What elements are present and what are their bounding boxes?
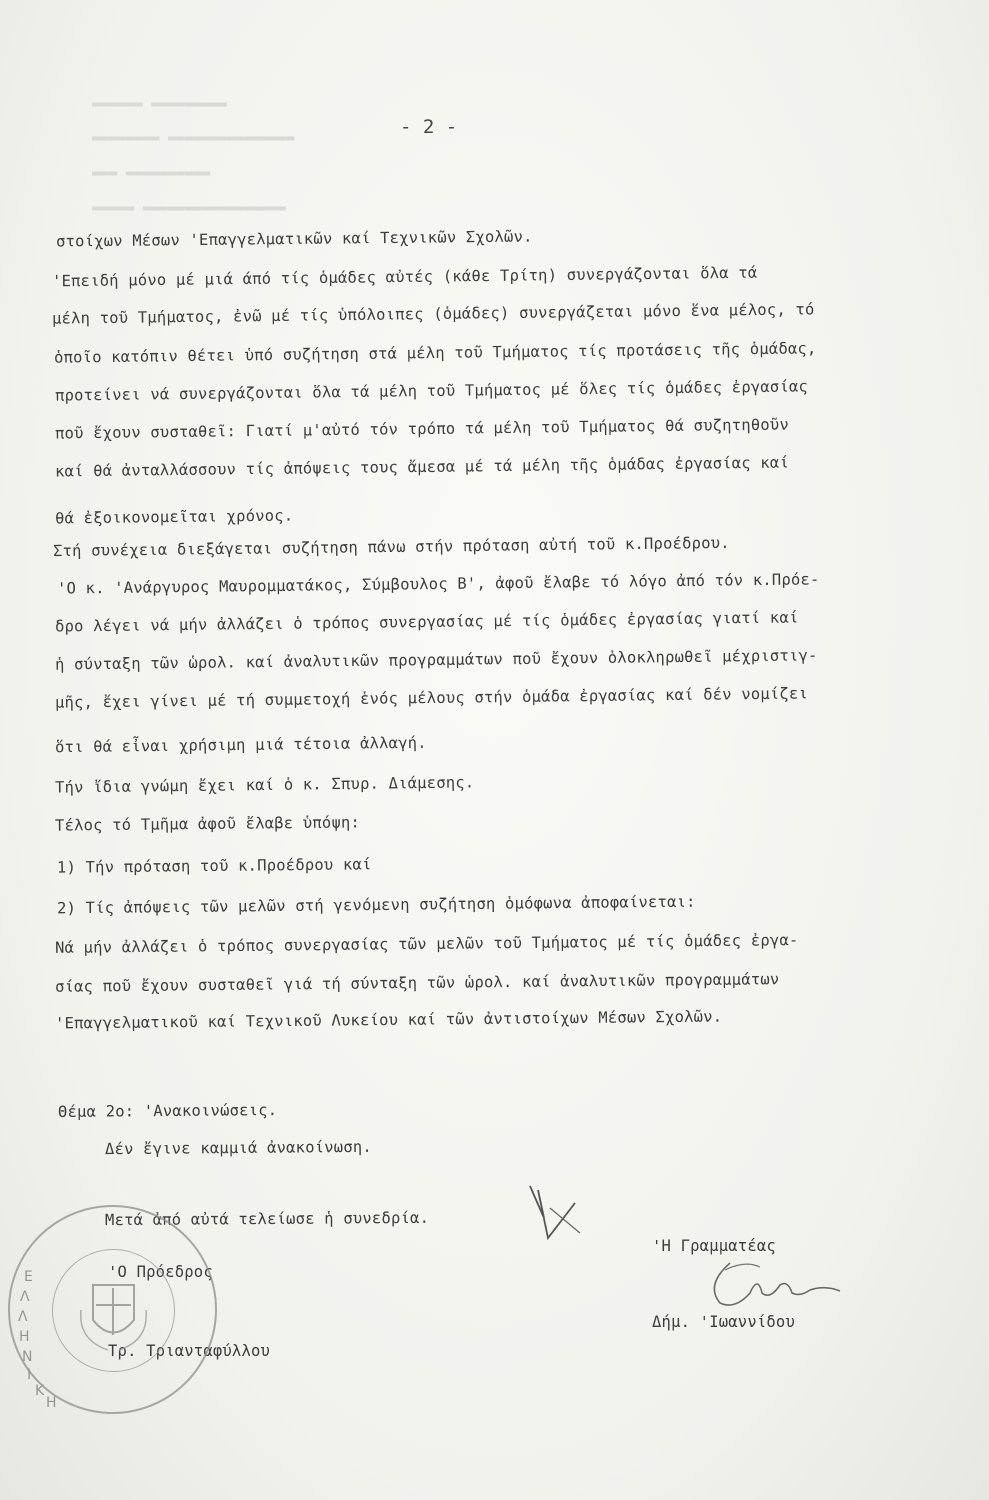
page-number: - 2 -	[400, 116, 458, 138]
body-line: προτείνει νά συνεργάζονται ὅλα τά μέλη τοῦ Τμήματος μέ ὅλες τίς ὁμάδες ἐργασίας	[54, 377, 809, 405]
secretary-signature-icon	[700, 1255, 850, 1315]
stamp-inner-ring	[52, 1249, 175, 1372]
body-line: Στή συνέχεια διεξάγεται συζήτηση πάνω στήν πρόταση αὐτή τοῦ κ.Προέδρου.	[52, 533, 730, 561]
body-line: μῆς, ἔχει γίνει μέ τή συμμετοχή ἑνός μέλους στήν ὁμάδα ἐργασίας καί δέν νομίζει	[54, 684, 809, 712]
bleed-through-text: ▬▬▬ ▬▬▬▬▬▬▬▬▬▬	[92, 165, 211, 181]
bleed-through-text: ▬▬▬▬▬ ▬▬▬▬▬▬▬▬▬▬▬▬▬▬▬▬▬	[92, 200, 286, 216]
body-line: ποῦ ἔχουν συσταθεῖ: Γιατί μ'αὐτό τόν τρόπο τά μέλη τοῦ Τμήματος θά συζητηθοῦν	[54, 415, 790, 443]
body-line: καί θά ἀνταλλάσσουν τίς ἀπόψεις τους ἄμεσα μέ τά μέλη τῆς ὁμάδας ἐργασίας καί	[54, 453, 790, 481]
stamp-letter: Λ	[18, 1309, 28, 1325]
body-line: 'Επειδή μόνο μέ μιά άπό τίς ὁμάδες αὐτές (κάθε Τρίτη) συνεργάζονται ὅλα τά	[51, 263, 758, 291]
official-stamp	[8, 1205, 217, 1414]
topic-heading: Θέμα 2ο: 'Ανακοινώσεις.	[57, 1101, 278, 1121]
stamp-letter: Η	[46, 1395, 57, 1411]
secretary-name: Δήμ. 'Ιωαννίδου	[652, 1313, 795, 1331]
stamp-letter: Λ	[20, 1289, 30, 1305]
closing-line: Μετά ἀπό αὐτά τελείωσε ἡ συνεδρία.	[104, 1208, 430, 1230]
body-line: στοίχων Μέσων 'Επαγγελματικῶν καί Τεχνικῶν Σχολῶν.	[55, 227, 533, 251]
stamp-letter: Κ	[35, 1383, 45, 1399]
body-line: σίας ποῦ ἔχουν συσταθεῖ γιά τή σύνταξη τῶν ὡρολ. καί ἀναλυτικῶν προγραμμάτων	[54, 970, 780, 996]
president-title: 'Ο Πρόεδρος	[108, 1263, 213, 1281]
stamp-letter: Η	[19, 1329, 30, 1345]
body-line: ἡ σύνταξη τῶν ὡρολ. καί ἀναλυτικῶν προγραμμάτων ποῦ ἔχουν ὁλοκληρωθεῖ μέχριστιγ-	[54, 646, 818, 674]
body-line: 'Ο κ. 'Ανάργυρος Μαυρομματάκος, Σύμβουλος Β', ἀφοῦ ἔλαβε τό λόγο ἀπό τόν κ.Πρόε-	[56, 570, 820, 598]
body-line: Τήν ἴδια γνώμη ἔχει καί ὁ κ. Σπυρ. Διάμεσης.	[54, 773, 475, 797]
president-signature-icon	[520, 1178, 595, 1253]
body-line: μέλη τοῦ Τμήματος, ἐνῶ μέ τίς ὑπόλοιπες (ὁμάδες) συνεργάζεται μόνο ἕνα μέλος, τό	[51, 300, 815, 328]
bleed-through-text: ▬▬▬▬▬▬▬▬ ▬▬▬▬▬▬▬▬▬▬▬▬▬▬▬	[92, 130, 295, 146]
topic-text: Δέν ἔγινε καμμιά ἀνακοίνωση.	[104, 1137, 372, 1159]
bleed-through-text: ▬▬▬▬▬▬ ▬▬▬▬▬▬▬▬▬	[92, 96, 227, 112]
body-line: Τέλος τό Τμῆμα ἀφοῦ ἔλαβε ὑπόψη:	[54, 813, 361, 835]
body-line: θά ἐξοικονομεῖται χρόνος.	[54, 506, 294, 528]
body-line: 'Επαγγελματικοῦ καί Τεχνικοῦ Λυκείου καί τῶν ἀντιστοίχων Μέσων Σχολῶν.	[54, 1007, 723, 1033]
coat-of-arms-icon	[53, 1250, 174, 1371]
secretary-title: 'Η Γραμματέας	[652, 1237, 776, 1255]
body-line: Νά μήν ἀλλάζει ὁ τρόπος συνεργασίας τῶν μελῶν τοῦ Τμήματος μέ τίς ὁμάδες ἐργα-	[54, 931, 799, 957]
body-line: δρο λέγει νά μήν ἀλλάζει ὁ τρόπος συνεργασίας μέ τίς ὁμάδες ἐργασίας γιατί καί	[54, 608, 799, 636]
stamp-letter: Ι	[27, 1367, 32, 1383]
president-name: Τρ. Τριανταφύλλου	[108, 1342, 271, 1360]
stamp-letter: Ε	[24, 1269, 33, 1285]
stamp-letter: Ν	[22, 1349, 33, 1365]
body-line: ὅτι θά εἶναι χρήσιμη μιά τέτοια ἀλλαγή.	[54, 733, 427, 757]
body-line: 2) Τίς ἀπόψεις τῶν μελῶν στή γενόμενη συζήτηση ὁμόφωνα ἀποφαίνεται:	[56, 892, 696, 918]
body-line: ὁποῖο κατόπιν θέτει ὑπό συζήτηση στά μέλη τοῦ Τμήματος τίς προτάσεις τῆς ὁμάδας,	[53, 339, 817, 367]
body-line: 1) Τήν πρόταση τοῦ κ.Προέδρου καί	[56, 855, 372, 877]
